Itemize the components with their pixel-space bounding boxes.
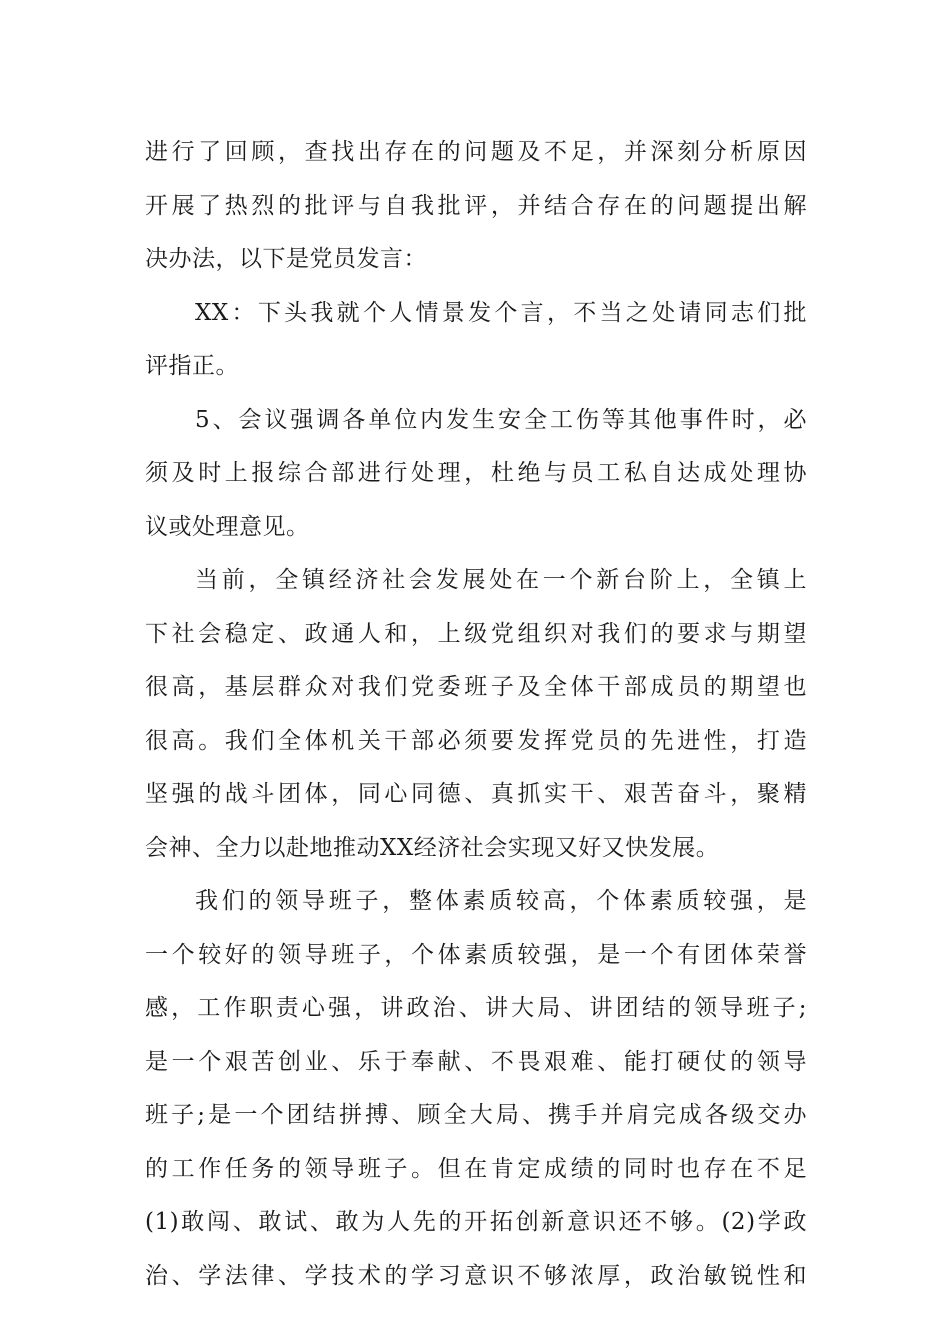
- text-line: 会神、全力以赴地推动XX经济社会实现又好又快发展。: [145, 834, 720, 861]
- text-line: 决办法，以下是党员发言：: [145, 246, 427, 272]
- text-line: 评指正。: [145, 353, 239, 379]
- text-line: 议或处理意见。: [145, 513, 310, 540]
- text-line: XX：下头我就个人情景发个言，不当之处请同志们批: [195, 299, 807, 326]
- text-line: 感，工作职责心强，讲政治、讲大局、讲团结的领导班子;: [145, 995, 807, 1021]
- text-line: 班子;是一个团结拼搏、顾全大局、携手并肩完成各级交办: [145, 1102, 807, 1128]
- text-line: 的工作任务的领导班子。但在肯定成绩的同时也存在不足: [145, 1155, 807, 1182]
- text-line: (1)敢闯、敢试、敢为人先的开拓创新意识还不够。(2)学政: [145, 1209, 807, 1235]
- text-line: 坚强的战斗团体，同心同德、真抓实干、艰苦奋斗，聚精: [145, 781, 807, 807]
- text-line: 我们的领导班子，整体素质较高，个体素质较强，是: [195, 888, 807, 914]
- text-line: 当前，全镇经济社会发展处在一个新台阶上，全镇上: [195, 567, 807, 593]
- text-line: 一个较好的领导班子，个体素质较强，是一个有团体荣誉: [145, 941, 807, 968]
- text-line: 进行了回顾，查找出存在的问题及不足，并深刻分析原因: [145, 139, 807, 165]
- document-page: [145, 126, 807, 1303]
- text-line: 很高，基层群众对我们党委班子及全体干部成员的期望也: [145, 674, 807, 700]
- text-line: 治、学法律、学技术的学习意识不够浓厚，政治敏锐性和: [145, 1262, 807, 1289]
- text-line: 是一个艰苦创业、乐于奉献、不畏艰难、能打硬仗的领导: [145, 1048, 807, 1075]
- text-line: 开展了热烈的批评与自我批评，并结合存在的问题提出解: [145, 192, 807, 219]
- text-line: 下社会稳定、政通人和，上级党组织对我们的要求与期望: [145, 620, 807, 647]
- text-line: 须及时上报综合部进行处理，杜绝与员工私自达成处理协: [145, 460, 807, 486]
- text-line: 5、会议强调各单位内发生安全工伤等其他事件时，必: [195, 406, 807, 433]
- text-line: 很高。我们全体机关干部必须要发挥党员的先进性，打造: [145, 727, 807, 754]
